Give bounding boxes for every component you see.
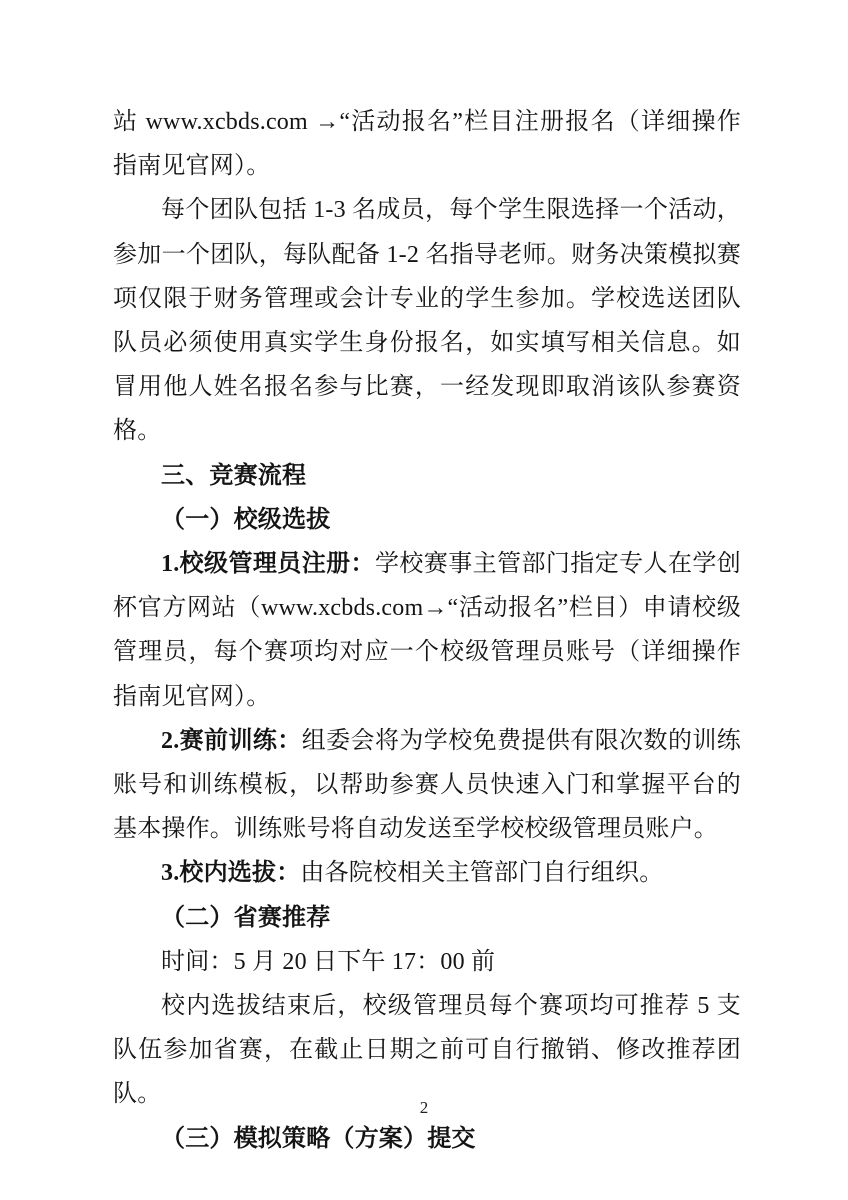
heading-strategy-submission — [113, 1117, 741, 1161]
paragraph-continuation — [113, 100, 741, 188]
paragraph-admin-registration — [113, 542, 741, 719]
paragraph-internal-selection — [113, 851, 741, 895]
paragraph-bold-label: 3.校内选拔： — [161, 860, 301, 887]
heading-text: （三）模拟策略（方案）提交 — [161, 1125, 476, 1152]
document-body — [113, 100, 741, 1161]
paragraph-bold-label: 2.赛前训练： — [161, 727, 302, 754]
paragraph-pre-competition-training — [113, 719, 741, 852]
paragraph-team-rules — [113, 188, 741, 453]
heading-text: 三、竞赛流程 — [161, 461, 307, 489]
heading-text: （一）校级选拔 — [161, 506, 331, 533]
page-number: 2 — [419, 1098, 429, 1117]
heading-competition-process — [113, 454, 741, 498]
paragraph-deadline-time — [113, 940, 741, 984]
heading-text: （二）省赛推荐 — [161, 904, 331, 931]
paragraph-text: 由各院校相关主管部门自行组织。 — [300, 860, 664, 887]
paragraph-bold-label: 1.校级管理员注册： — [161, 551, 375, 578]
paragraph-text: 站 www.xcbds.com →“活动报名”栏目注册报名（详细操作指南见官网）。 — [113, 109, 741, 180]
paragraph-text: 学校赛事主管部门指定专人在学创杯官方网站（www.xcbds.com→“活动报名”栏目）申请校级管理员，每个赛项均对应一个校级管理员账号（详细操作指南见官网）。 — [113, 551, 742, 710]
paragraph-text: 时间：5 月 20 日下午 17：00 前 — [161, 948, 496, 975]
heading-provincial-recommendation — [113, 896, 741, 940]
paragraph-text: 每个团队包括 1-3 名成员，每个学生限选择一个活动，参加一个团队，每队配备 1-2 名指导老师。财务决策模拟赛项仅限于财务管理或会计专业的学生参加。学校选送团队队员必须使用真实学生身份报名，如实填写相关信息。如冒用他人姓名报名参与比赛，一经发现即取消该队参赛资格。 — [113, 197, 741, 445]
paragraph-text: 校内选拔结束后，校级管理员每个赛项均可推荐 5 支队伍参加省赛，在截止日期之前可自行撤销、修改推荐团队。 — [113, 993, 741, 1108]
heading-school-selection — [113, 498, 741, 542]
paragraph-text: 组委会将为学校免费提供有限次数的训练账号和训练模板，以帮助参赛人员快速入门和掌握平台的基本操作。训练账号将自动发送至学校校级管理员账户。 — [113, 727, 741, 843]
